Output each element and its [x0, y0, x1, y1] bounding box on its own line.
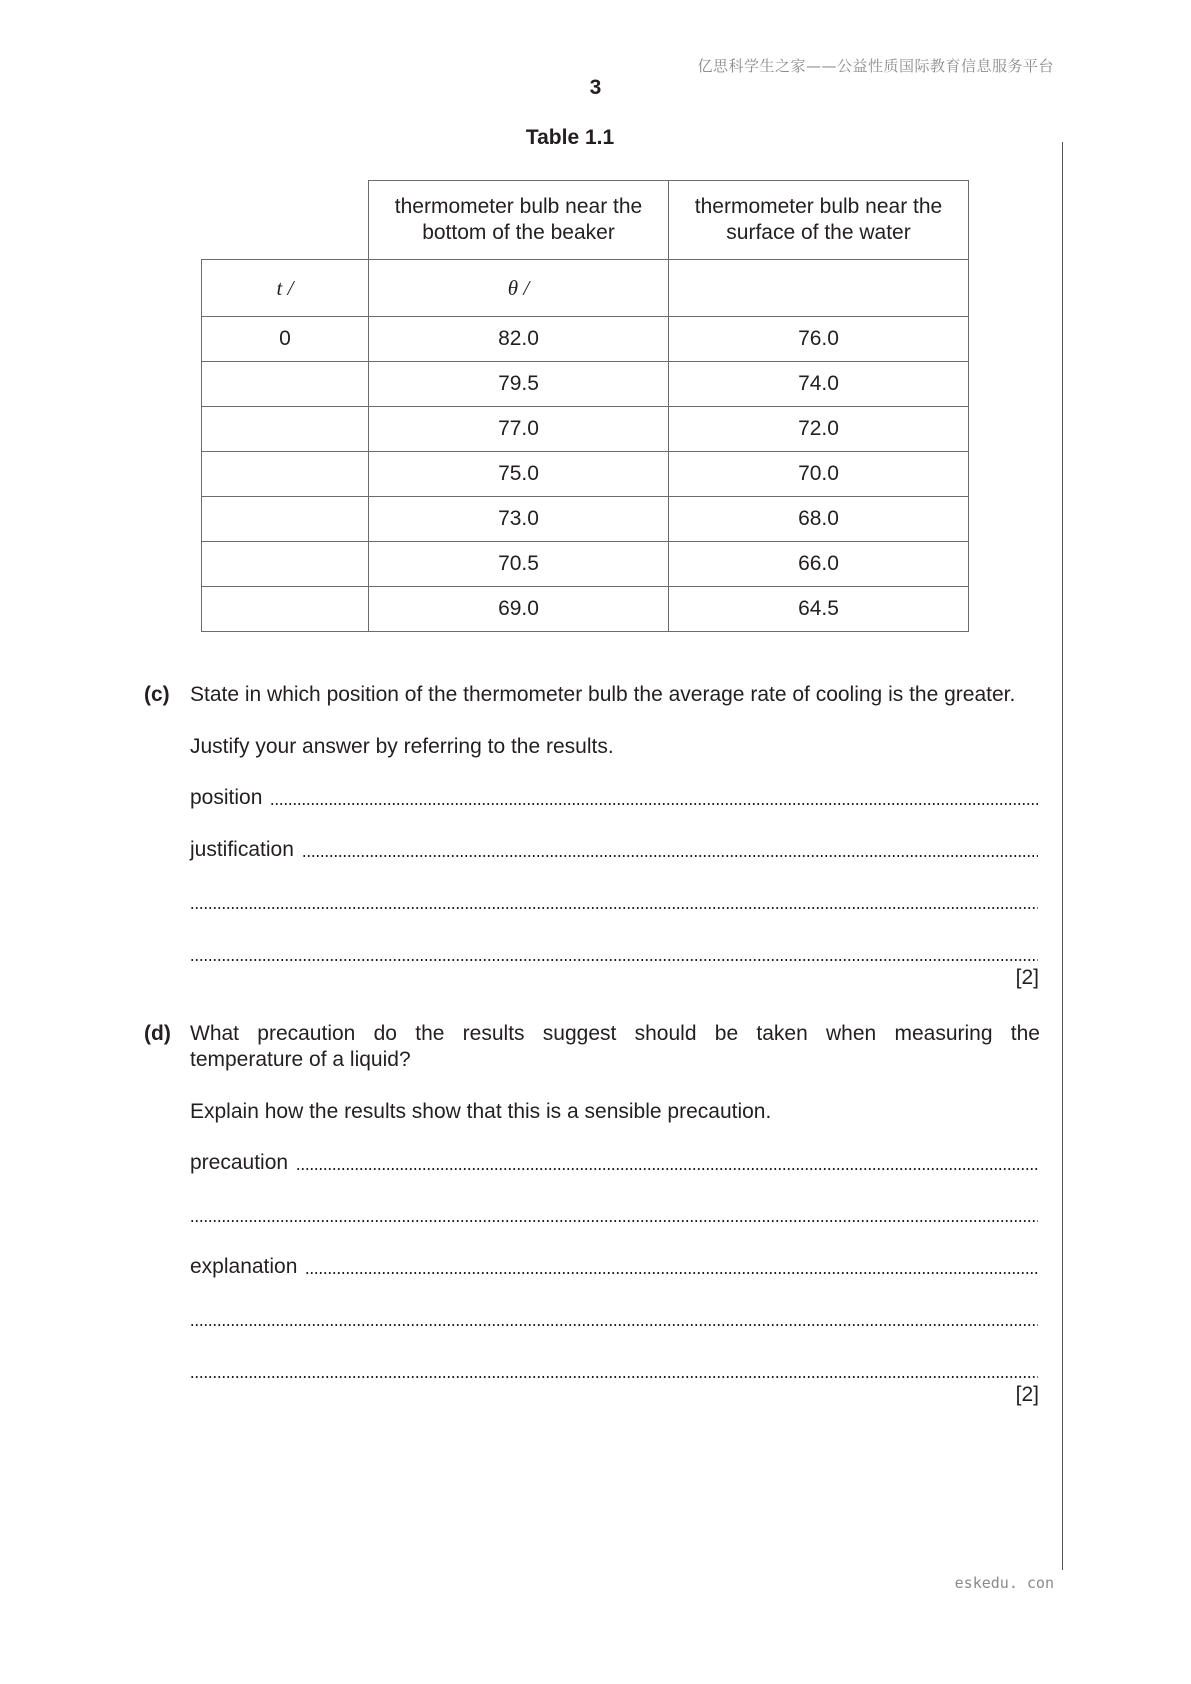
part-d-marks: [2] [1015, 1383, 1039, 1406]
part-c-marks: [2] [1015, 966, 1039, 989]
dotted-line [296, 1166, 1038, 1172]
table-row [202, 407, 969, 452]
part-c-label: (c) [144, 683, 170, 706]
header-bottom-of-beaker: thermometer bulb near the bottom of the beaker [369, 181, 669, 260]
watermark-text: 亿思科学生之家——公益性质国际教育信息服务平台 [697, 57, 1054, 75]
bottom-temp-cell: 82.0 [369, 317, 669, 362]
justification-answer-line-3[interactable] [190, 940, 1038, 966]
dotted-line [302, 853, 1038, 859]
table-row [202, 452, 969, 497]
part-d-question-line-2: temperature of a liquid? [190, 1048, 411, 1071]
dotted-line [190, 1322, 1038, 1328]
part-d-instruction: Explain how the results show that this is a sensible precaution. [190, 1100, 772, 1123]
part-c-instruction: Justify your answer by referring to the results. [190, 735, 614, 758]
dotted-line [305, 1270, 1038, 1276]
results-table [201, 180, 969, 632]
footer-watermark: eskedu. con [954, 1574, 1054, 1592]
time-cell[interactable] [202, 497, 369, 542]
position-label: position [190, 786, 263, 809]
explanation-answer-line[interactable] [190, 1253, 1038, 1279]
position-answer-line[interactable] [190, 784, 1038, 810]
justification-answer-line-2[interactable] [190, 888, 1038, 914]
part-c-question: State in which position of the thermometer bulb the average rate of cooling is the greater. [190, 683, 1016, 706]
justification-answer-line[interactable] [190, 836, 1038, 862]
dotted-line [270, 801, 1038, 807]
dotted-line [190, 1218, 1038, 1224]
time-cell: 0 [202, 317, 369, 362]
surface-temp-cell: 72.0 [669, 407, 969, 452]
theta-unit-cell: θ / [369, 260, 669, 317]
precaution-answer-line-2[interactable] [190, 1201, 1038, 1227]
time-cell[interactable] [202, 362, 369, 407]
time-cell[interactable] [202, 452, 369, 497]
surface-temp-cell: 74.0 [669, 362, 969, 407]
dotted-line [190, 1374, 1038, 1380]
margin-rule [1062, 142, 1063, 1570]
precaution-answer-line[interactable] [190, 1149, 1038, 1175]
justification-label: justification [190, 838, 294, 861]
time-cell[interactable] [202, 587, 369, 632]
part-d-question-line-1: What precaution do the results suggest should be taken when measuring the [190, 1022, 1040, 1045]
bottom-temp-cell: 75.0 [369, 452, 669, 497]
part-d-label: (d) [144, 1022, 171, 1045]
surface-temp-cell: 76.0 [669, 317, 969, 362]
surface-temp-cell: 68.0 [669, 497, 969, 542]
table-header-row [202, 181, 969, 260]
table-row [202, 362, 969, 407]
table-unit-row [202, 260, 969, 317]
time-unit-cell: t / [202, 260, 369, 317]
table-row [202, 497, 969, 542]
blank-header-cell [202, 181, 369, 260]
surface-temp-cell: 66.0 [669, 542, 969, 587]
surface-temp-cell: 70.0 [669, 452, 969, 497]
table-row [202, 587, 969, 632]
bottom-temp-cell: 73.0 [369, 497, 669, 542]
header-surface-of-water: thermometer bulb near the surface of the water [669, 181, 969, 260]
dotted-line [190, 957, 1038, 963]
surface-temp-cell: 64.5 [669, 587, 969, 632]
bottom-temp-cell: 70.5 [369, 542, 669, 587]
bottom-temp-cell: 77.0 [369, 407, 669, 452]
dotted-line [190, 905, 1038, 911]
bottom-temp-cell: 69.0 [369, 587, 669, 632]
page-number: 3 [589, 76, 602, 99]
precaution-label: precaution [190, 1151, 289, 1174]
time-cell[interactable] [202, 542, 369, 587]
table-row [202, 317, 969, 362]
table-title: Table 1.1 [525, 126, 615, 149]
bottom-temp-cell: 79.5 [369, 362, 669, 407]
time-cell[interactable] [202, 407, 369, 452]
explanation-answer-line-2[interactable] [190, 1305, 1038, 1331]
explanation-answer-line-3[interactable] [190, 1357, 1038, 1383]
explanation-label: explanation [190, 1255, 298, 1278]
table-row [202, 542, 969, 587]
surface-unit-cell [669, 260, 969, 317]
